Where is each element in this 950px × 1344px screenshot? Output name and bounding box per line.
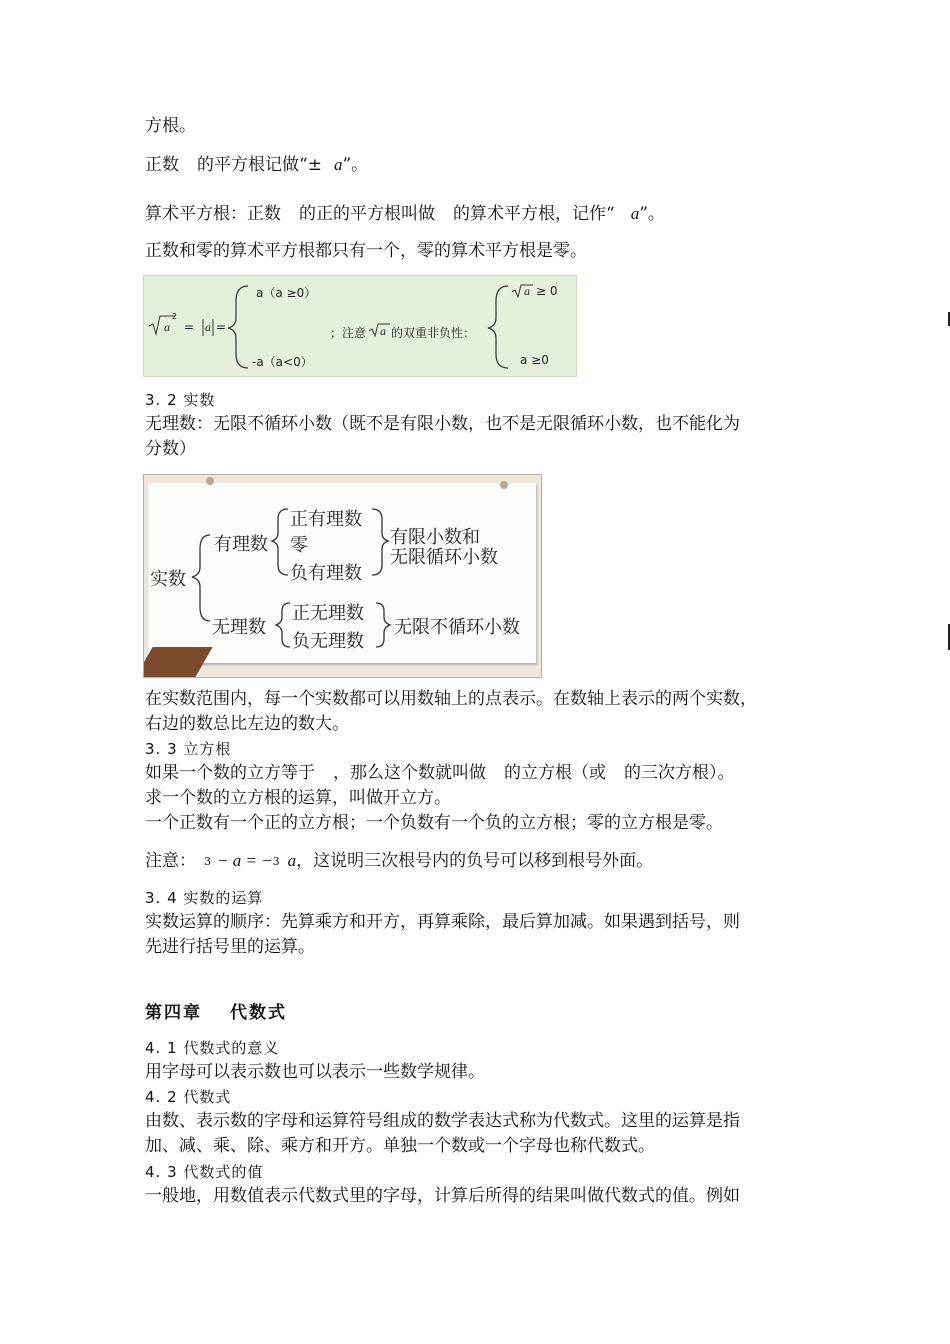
section-heading: 4. 2 代数式 <box>145 1088 232 1106</box>
variable-a: a <box>630 204 640 223</box>
text-fragment: 的正的平方根叫做 <box>299 204 435 224</box>
diagram-neg-rational: 负有理数 <box>290 563 362 584</box>
text-line <box>145 849 653 874</box>
text-line: 正数和零的算术平方根都只有一个，零的算术平方根是零。 <box>145 241 587 261</box>
formula-right-var: a <box>524 284 530 298</box>
text-line <box>145 202 665 226</box>
text-line: 求一个数的立方根的运算，叫做开立方。 <box>145 788 451 808</box>
text-fragment: ，那么这个数就叫做 <box>333 763 486 783</box>
diagram-root: 实数 <box>150 569 186 590</box>
text-fragment: 的立方根（或 <box>504 763 606 783</box>
cube-root-index: 3 <box>204 855 211 868</box>
text-fragment: ”。 <box>342 155 369 175</box>
cube-root-index: 3 <box>272 855 280 868</box>
text-line: 一个正数有一个正的立方根；一个负数有一个负的立方根；零的立方根是零。 <box>145 813 723 833</box>
chapter-heading <box>145 998 287 1023</box>
formula-a: a <box>164 320 170 334</box>
cube-root-formula: − a = − <box>217 851 273 870</box>
text-line: 方根。 <box>145 116 196 136</box>
text-line: 用字母可以表示数也可以表示一些数学规律。 <box>145 1062 485 1082</box>
formula-note: 的双重非负性： <box>391 326 476 340</box>
diagram-rational-desc: 无限循环小数 <box>390 547 498 568</box>
text-line: 先进行括号里的运算。 <box>145 937 315 957</box>
formula-right-case: ≥ 0 <box>536 284 558 298</box>
text-fragment: 的算术平方根，记作“ <box>453 204 615 224</box>
text-line: 由数、表示数的字母和运算符号组成的数学表达式称为代数式。这里的运算是指 <box>145 1111 740 1131</box>
section-heading: 4. 1 代数式的意义 <box>145 1039 280 1057</box>
chapter-number: 第四章 <box>145 1003 202 1023</box>
diagram-pos-irrational: 正无理数 <box>292 603 364 624</box>
diagram-neg-irrational: 负无理数 <box>292 631 364 652</box>
text-line: 无理数：无限不循环小数（既不是有限小数，也不是无限循环小数，也不能化为 <box>145 414 740 434</box>
note-label: 注意： <box>145 851 196 871</box>
formula-exponent: 2 <box>172 312 178 321</box>
formula-right-case: a ≥0 <box>520 353 549 367</box>
diagram-irrational: 无理数 <box>212 617 266 638</box>
section-heading: 3. 3 立方根 <box>145 740 232 758</box>
formula-note-var: a <box>380 324 386 338</box>
diagram-pos-rational: 正有理数 <box>290 509 362 530</box>
formula-equals: = <box>216 320 227 334</box>
text-line: 加、减、乘、除、乘方和开方。单独一个数或一个字母也称代数式。 <box>145 1136 655 1156</box>
formula-case-positive: a（a ≥0） <box>256 286 317 300</box>
formula-note: ；注意 <box>330 326 367 340</box>
section-heading: 4. 3 代数式的值 <box>145 1163 264 1181</box>
diagram-rational-desc: 有限小数和 <box>390 527 480 548</box>
formula-equals: = <box>184 320 195 334</box>
chapter-title: 代数式 <box>230 1003 287 1023</box>
formula-case-negative: -a（a<0） <box>252 355 313 369</box>
text-fragment: 正数 <box>145 155 179 175</box>
diagram-irrational-desc: 无限不循环小数 <box>394 617 520 638</box>
formula-box <box>143 275 577 377</box>
text-fragment: 的三次方根）。 <box>624 763 735 783</box>
formula-abs-a: a <box>205 320 211 334</box>
real-number-diagram <box>143 474 542 678</box>
text-line: 实数运算的顺序：先算乘方和开方，再算乘除，最后算加减。如果遇到括号，则 <box>145 912 740 932</box>
text-line: 分数） <box>145 439 196 459</box>
text-fragment: ”。 <box>639 204 665 224</box>
text-line: 一般地，用数值表示代数式里的字母，计算后所得的结果叫做代数式的值。例如 <box>145 1186 740 1206</box>
text-line <box>145 761 735 785</box>
diagram-rational: 有理数 <box>214 534 268 555</box>
variable-a: a <box>333 155 343 174</box>
text-line <box>145 153 368 177</box>
diagram-zero: 零 <box>290 535 308 556</box>
text-line: 右边的数总比左边的数大。 <box>145 714 349 734</box>
text-fragment: ，这说明三次根号内的负号可以移到根号外面。 <box>296 851 654 871</box>
text-fragment: 如果一个数的立方等于 <box>145 763 315 783</box>
cube-root-formula: a <box>287 851 297 870</box>
section-heading: 3. 4 实数的运算 <box>145 889 264 907</box>
text-line: 在实数范围内，每一个实数都可以用数轴上的点表示。在数轴上表示的两个实数， <box>145 689 757 709</box>
text-fragment: 的平方根记做“± <box>197 155 322 175</box>
section-heading: 3. 2 实数 <box>145 391 216 409</box>
text-fragment: 算术平方根：正数 <box>145 204 281 224</box>
